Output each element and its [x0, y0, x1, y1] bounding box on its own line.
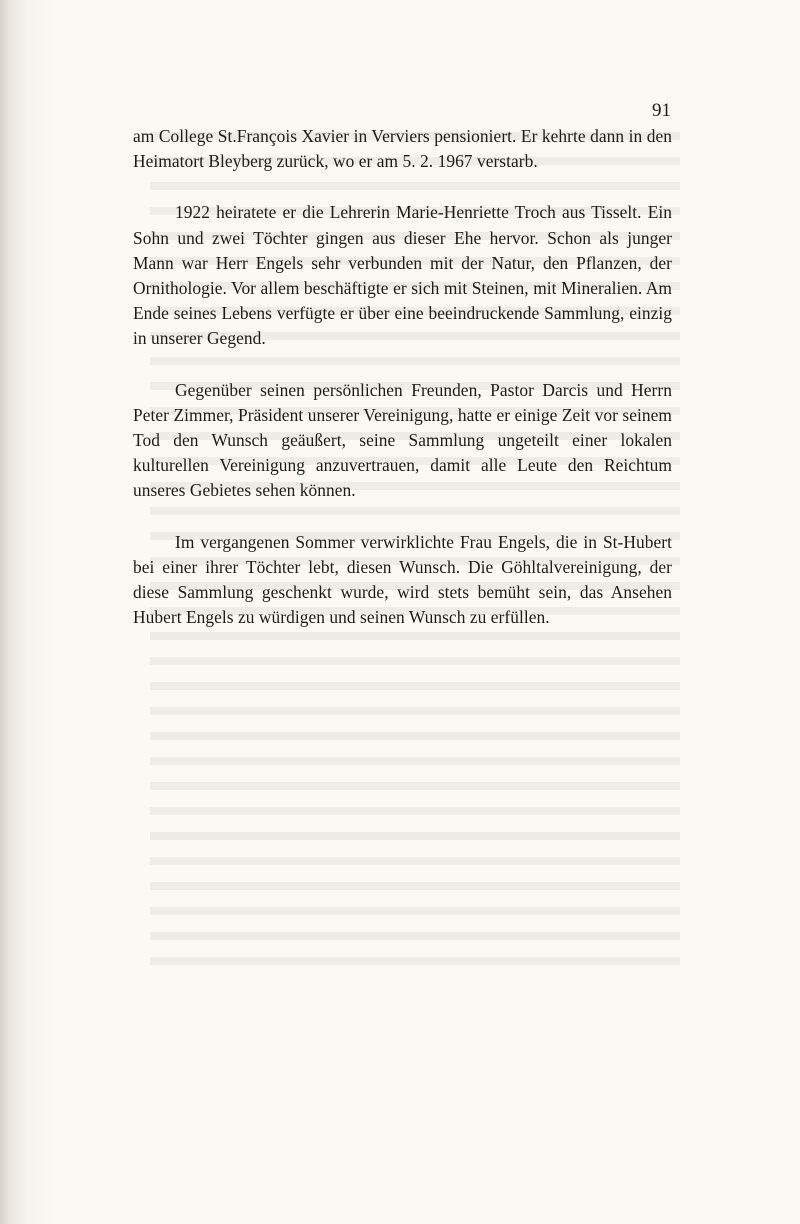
- page-number: 91: [652, 100, 671, 121]
- body-text: [133, 124, 672, 656]
- paragraph-collection-wish: Gegenüber seinen persönlichen Freunden, Pastor Darcis und Herrn Peter Zimmer, Präsident unserer Vereinigung, hatte er einige Zeit vor seinem Tod den Wunsch geäußert, seine Sammlung ungeteilt einer lokalen kulturellen Vereinigung anzuvertrauen, damit alle Leute den Reichtum unseres Gebietes sehen können.: [133, 379, 672, 501]
- paragraph-continuation: am College St.François Xavier in Verviers pensioniert. Er kehrte dann in den Heimatort Bleyberg zurück, wo er am 5. 2. 1967 verstarb.: [133, 126, 672, 172]
- paragraph-marriage-and-nature: 1922 heiratete er die Lehrerin Marie-Henriette Troch aus Tisselt. Ein Sohn und zwei Töchter gingen aus dieser Ehe hervor. Schon als junger Mann war Herr Engels sehr verbunden mit der Natur, den Pflanzen, der Ornithologie. Vor allem beschäftigte er sich mit Steinen, mit Mineralien. Am Ende seines Lebens verfügte er über eine beeindruckende Sammlung, einzig in unserer Gegend.: [133, 202, 672, 349]
- paragraph-donation: Im vergangenen Sommer verwirklichte Frau Engels, die in St-Hubert bei einer ihrer Töchter lebt, diesen Wunsch. Die Göhltalvereinigung, der diese Sammlung geschenkt wurde, wird stets bemüht sein, das Ansehen Hubert Engels zu würdigen und seinen Wunsch zu erfüllen.: [133, 531, 672, 628]
